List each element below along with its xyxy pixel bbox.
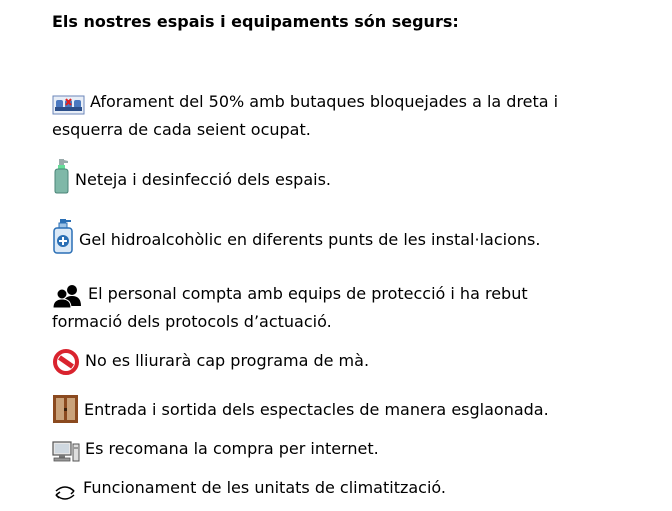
item-text-line1: El personal compta amb equips de protecció i ha rebut — [88, 284, 528, 303]
staff-people-icon — [52, 284, 83, 308]
spray-bottle-icon — [52, 158, 70, 194]
item-text: Entrada i sortida dels espectacles de manera esglaonada. — [84, 400, 549, 419]
item-text: Funcionament de les unitats de climatització. — [83, 478, 447, 497]
list-item-no-program — [52, 347, 632, 375]
item-text: Neteja i desinfecció dels espais. — [75, 170, 331, 189]
prohibited-icon — [52, 349, 80, 375]
list-item-online-purchase — [52, 435, 632, 463]
theater-seats-icon — [52, 94, 85, 116]
page-title: Els nostres espais i equipaments són segurs: — [52, 12, 459, 31]
list-item-staggered-entry — [52, 394, 632, 424]
item-text: No es lliurarà cap programa de mà. — [85, 351, 370, 370]
hand-sanitizer-icon — [52, 218, 74, 254]
list-item-air-conditioning — [52, 474, 632, 502]
computer-icon — [52, 441, 80, 463]
item-text-line2: esquerra de cada seient ocupat. — [52, 120, 311, 139]
item-text-line2: formació dels protocols d’actuació. — [52, 312, 332, 331]
recycle-arrows-icon — [52, 484, 78, 502]
item-text-line1: Aforament del 50% amb butaques bloquejades a la dreta i — [90, 92, 559, 111]
list-item-staff — [52, 280, 632, 336]
item-text: Es recomana la compra per internet. — [85, 439, 379, 458]
door-icon — [52, 394, 79, 424]
list-item-sanitizer — [52, 218, 632, 254]
list-item-capacity — [52, 88, 632, 144]
list-item-cleaning — [52, 158, 632, 194]
item-text: Gel hidroalcohòlic en diferents punts de les instal·lacions. — [79, 230, 541, 249]
